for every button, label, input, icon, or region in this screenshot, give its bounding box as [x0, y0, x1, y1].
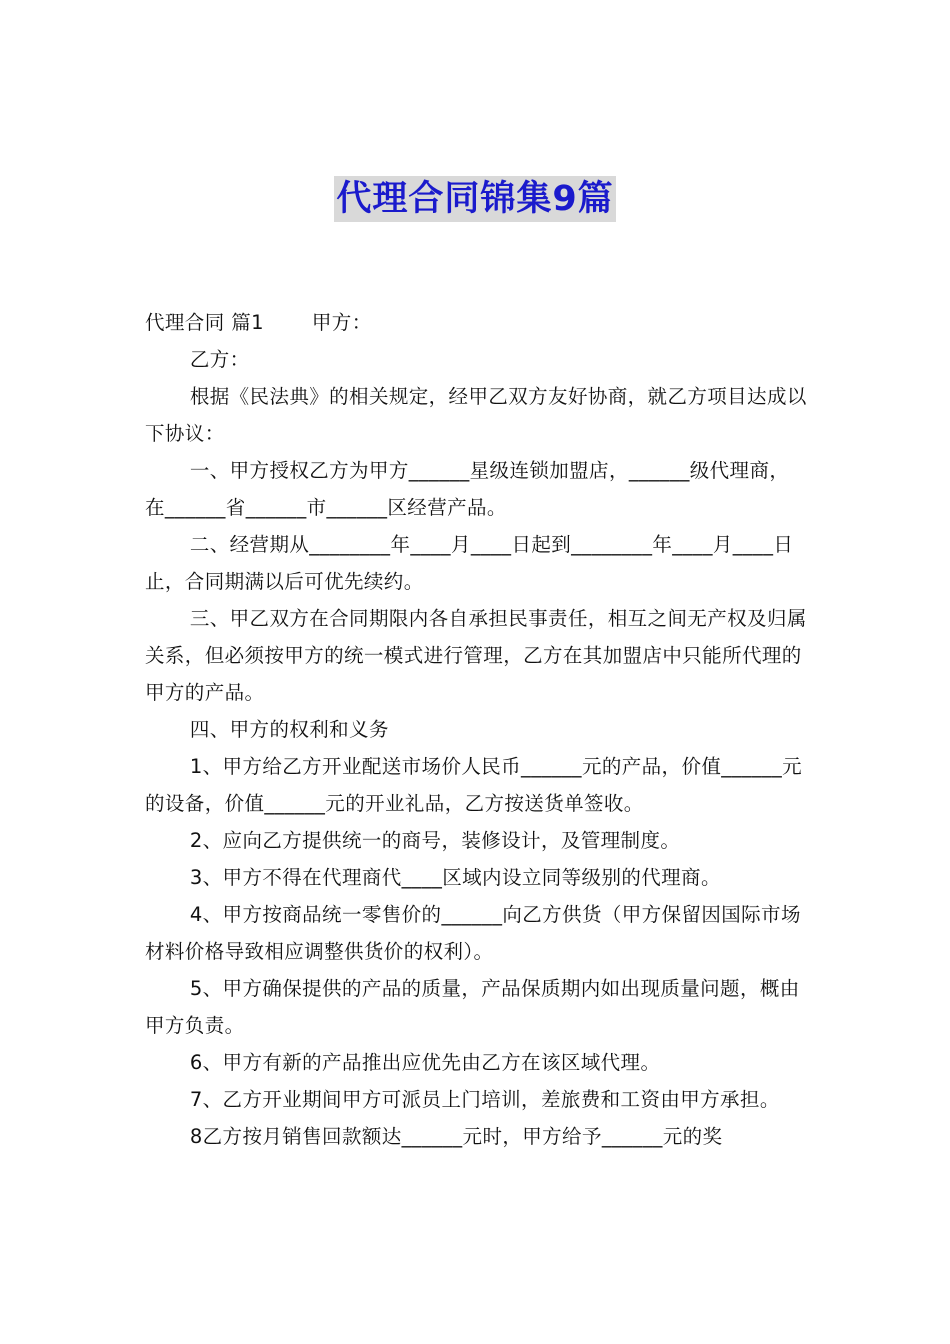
paragraph: 1、甲方给乙方开业配送市场价人民币______元的产品，价值______元的设备，价值______元的开业礼品，乙方按送货单签收。 — [145, 755, 803, 815]
paragraph: 2、应向乙方提供统一的商号，装修设计，及管理制度。 — [189, 829, 681, 852]
party-a-label: 甲方： — [311, 311, 372, 334]
paragraph: 二、经营期从________年____月____日起到________年____月____日止，合同期满以后可优先续约。 — [145, 533, 794, 593]
paragraph: 8乙方按月销售回款额达______元时，甲方给予______元的奖 — [189, 1125, 723, 1148]
document-body — [145, 304, 807, 1155]
section-heading: 四、甲方的权利和义务 — [189, 718, 389, 741]
paragraph: 根据《民法典》的相关规定，经甲乙双方友好协商，就乙方项目达成以下协议： — [145, 385, 807, 445]
document-title: 代理合同锦集9篇 — [334, 176, 615, 222]
paragraph: 三、甲乙双方在合同期限内各自承担民事责任，相互之间无产权及归属关系，但必须按甲方的统一模式进行管理，乙方在其加盟店中只能所代理的甲方的产品。 — [145, 607, 807, 704]
paragraph: 7、乙方开业期间甲方可派员上门培训，差旅费和工资由甲方承担。 — [189, 1088, 780, 1111]
heading-line — [145, 304, 807, 341]
section-label: 代理合同 篇1 — [145, 311, 264, 334]
title-container — [0, 176, 950, 222]
paragraph: 一、甲方授权乙方为甲方______星级连锁加盟店，______级代理商，在______省______市______区经营产品。 — [145, 459, 790, 519]
paragraph: 5、甲方确保提供的产品的质量，产品保质期内如出现质量问题，概由甲方负责。 — [145, 977, 800, 1037]
paragraph: 6、甲方有新的产品推出应优先由乙方在该区域代理。 — [189, 1051, 661, 1074]
paragraph: 3、甲方不得在代理商代____区域内设立同等级别的代理商。 — [189, 866, 721, 889]
paragraph: 4、甲方按商品统一零售价的______向乙方供货（甲方保留因国际市场材料价格导致相应调整供货价的权利）。 — [145, 903, 801, 963]
party-b-line: 乙方： — [189, 348, 250, 371]
